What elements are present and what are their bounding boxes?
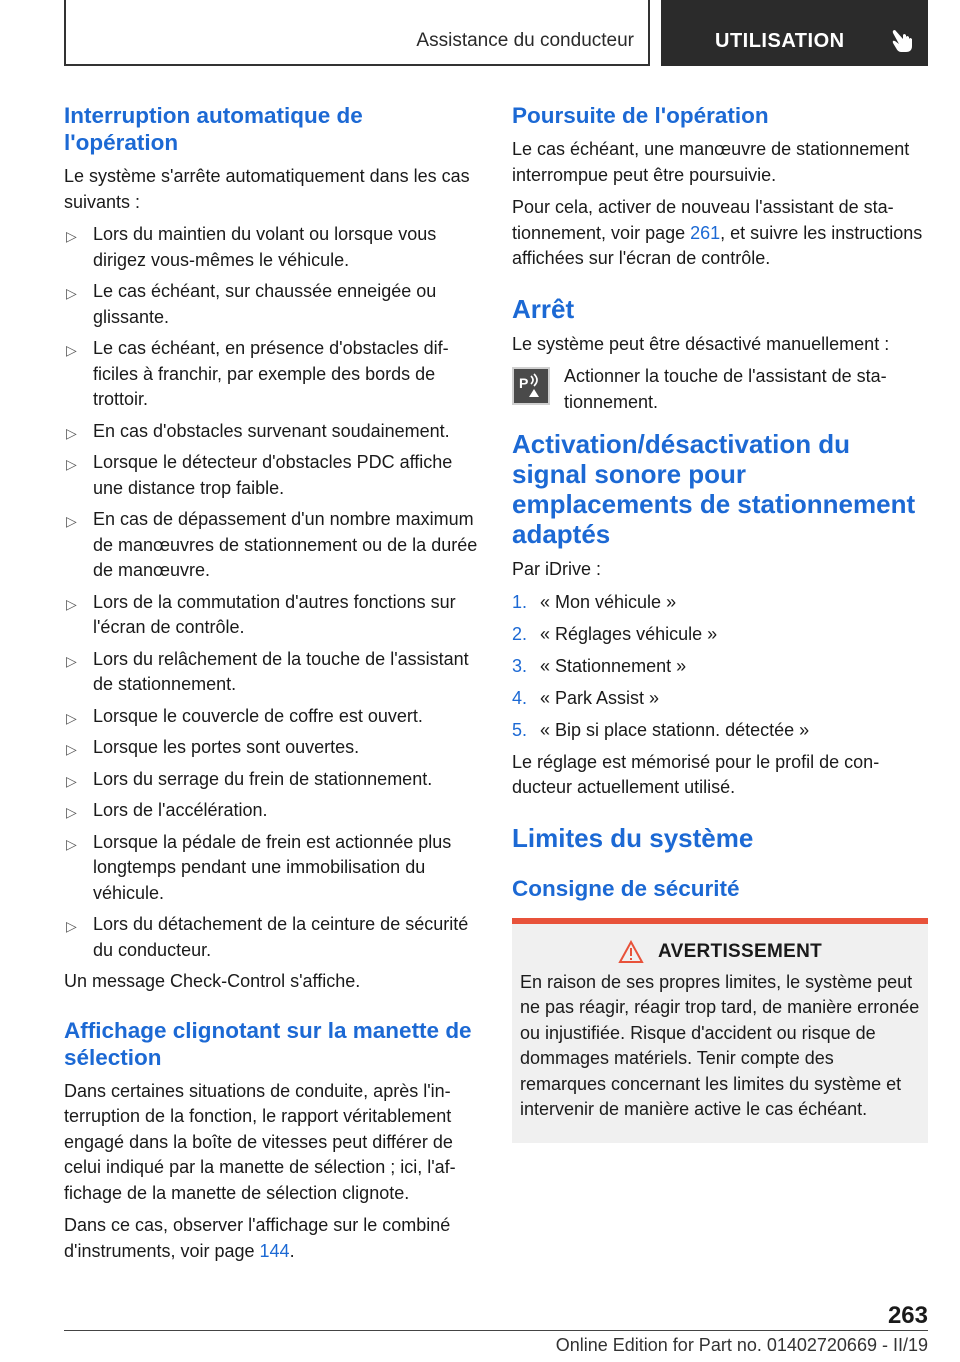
list-item: ▷ Lors du détachement de la ceinture de sécurité du conducteur. [66,914,469,960]
warning-title: AVERTISSEMENT [657,940,822,962]
footer-divider [64,1330,864,1331]
triangle-right-icon: ▷ [66,513,77,529]
header-chapter-box [64,0,650,66]
paragraph-continue-1: Le cas échéant, une manœuvre de stationnement interrompue peut être poursuivie. [512,139,910,185]
paragraph-observe: Dans ce cas, observer l'affichage sur le combiné d'instruments, voir page 144. [64,1215,451,1261]
heading-continue: Poursuite de l'opération [512,103,769,128]
triangle-right-icon: ▷ [66,424,77,441]
paragraph-idrive: Par iDrive : [512,559,602,579]
triangle-right-icon: ▷ [66,652,77,669]
triangle-right-icon: ▷ [66,772,77,789]
button-instruction-text: Actionner la touche de l'assistant de stationnement. [564,366,887,412]
list-item: 3. « Stationnement » [512,655,687,676]
list-item: ▷ Lorsque le couvercle de coffre est ouvert. [64,704,480,730]
list-item: ▷ Lors du maintien du volant ou lorsque vous dirigez vous-mêmes le véhicule. [66,224,437,270]
list-item: ▷ Le cas échéant, en présence d'obstacles difficiles à franchir, par exemple des bords de trottoir. [66,338,449,409]
triangle-right-icon: ▷ [66,342,77,358]
idrive-steps [512,590,928,744]
warning-body: En raison de ses propres limites, le système peut ne pas réagir, réagir trop tard, de manière erronée ou injustifiée. Risque d'accident ou risque de dommages matériels. Tenir compte des remarques concernant les limites du système et intervenir de manière active le cas échéant. [520,971,920,1119]
list-item: ▷ Lors de la commutation d'autres fonctions sur l'écran de contrôle. [66,591,456,637]
warning-header [520,940,920,964]
page-link-144[interactable]: 144 [259,1240,290,1261]
footer-divider-right [864,1330,928,1331]
warning-box [512,918,928,1143]
list-item: ▷ Lorsque les portes sont ouvertes. [64,735,480,761]
pointing-hand-icon [890,26,916,54]
list-item: ▷ Lors de l'accélération. [64,798,480,824]
paragraph-check-control: Un message Check-Control s'affiche. [64,971,361,991]
list-item: 1. « Mon véhicule » [512,591,677,612]
park-assist-button-icon [512,367,550,405]
triangle-right-icon: ▷ [66,456,77,472]
button-instruction [512,364,928,415]
list-item: 5. « Bip si place stationn. détectée » [512,719,810,740]
triangle-right-icon: ▷ [66,285,77,301]
list-item: ▷ En cas d'obstacles survenant soudainement. [64,419,480,445]
paragraph-continue-2: Pour cela, activer de nouveau l'assistant de stationnement, voir page 261, et suivre les instructions affichées sur l'écran de contrôle. [512,197,923,268]
chapter-title: Assistance du conducteur [416,30,634,51]
triangle-right-icon: ▷ [66,228,77,244]
heading-safety: Consigne de sécurité [512,875,740,901]
heading-interruption: Interruption automatique de l'opération [64,103,363,155]
heading-limits: Limites du système [512,822,754,853]
page-link-261[interactable]: 261 [690,222,721,243]
list-item: ▷ Lorsque la pédale de frein est actionnée plus longtemps pendant une immobilisation du véhicule. [66,831,452,903]
triangle-right-icon: ▷ [66,741,77,757]
list-item: 4. « Park Assist » [512,687,660,708]
list-item: ▷ Lorsque le détecteur d'obstacles PDC affiche une distance trop faible. [66,452,453,498]
list-item: 2. « Réglages véhicule » [512,623,718,644]
triangle-right-icon: ▷ [66,918,77,934]
list-item: ▷ Le cas échéant, sur chaussée enneigée ou glissante. [66,281,437,327]
left-column [64,102,480,1271]
warning-triangle-icon [618,940,644,964]
heading-activation: Activation/désactivation du signal sonore pour emplacements de stationnement adaptés [512,429,916,549]
section-title: UTILISATION [715,30,845,52]
right-column [512,102,928,1143]
triangle-right-icon: ▷ [66,835,77,852]
triangle-right-icon: ▷ [66,595,77,612]
list-item: ▷ Lors du serrage du frein de stationnement. [64,767,480,793]
paragraph-interruption: Le système s'arrête automatiquement dans les cas suivants : [64,166,470,212]
paragraph-saved: Le réglage est mémorisé pour le profil de conducteur actuellement utilisé. [512,751,880,797]
paragraph-display: Dans certaines situations de conduite, après l'interruption de la fonction, le rapport véritablement engagé dans la boîte de vitesses peut différer de celui indiqué par la manette de sélection ; ici, l'affichage de la manette de sélection clignote. [64,1080,456,1203]
triangle-right-icon: ▷ [66,709,77,726]
triangle-right-icon: ▷ [66,804,77,820]
page-number: 263 [887,1302,928,1329]
interruption-list [64,222,480,963]
heading-stop: Arrêt [512,293,575,324]
list-item: ▷ En cas de dépassement d'un nombre maximum de manœuvres de stationnement ou de la durée de manœuvre. [66,509,478,580]
header-section-box [661,0,928,66]
paragraph-stop: Le système peut être désactivé manuellement : [512,333,890,354]
list-item: ▷ Lors du relâchement de la touche de l'assistant de stationnement. [66,648,469,694]
svg-text:P: P [519,375,529,391]
heading-display: Affichage clignotant sur la manette de sélection [64,1017,472,1070]
footer-edition: Online Edition for Part no. 01402720669 - II/19 [555,1335,928,1355]
